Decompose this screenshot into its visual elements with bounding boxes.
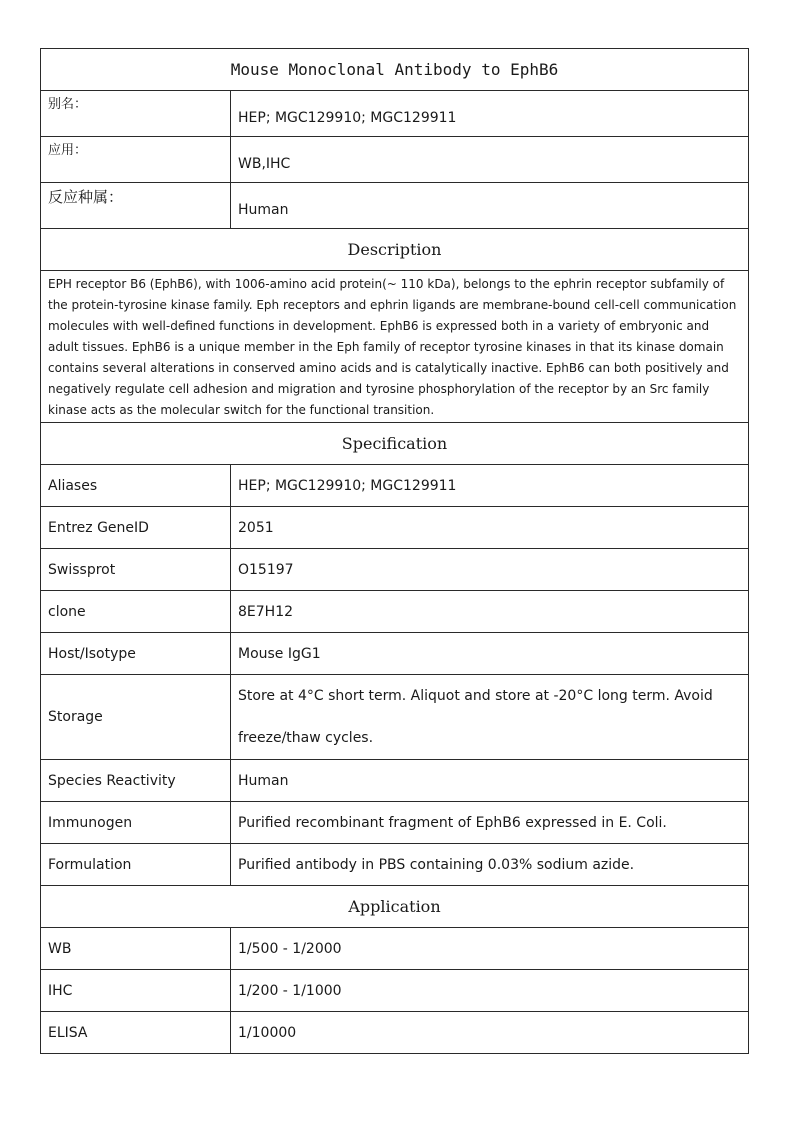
spec-value: 2051 [231, 507, 749, 549]
datasheet-table [40, 48, 749, 1054]
spec-label: Formulation [41, 844, 231, 886]
app-row-ihc [41, 970, 749, 1012]
overview-row-species [41, 183, 749, 229]
spec-label: Immunogen [41, 802, 231, 844]
app-value: 1/500 - 1/2000 [231, 928, 749, 970]
spec-row-species [41, 760, 749, 802]
overview-value: HEP; MGC129910; MGC129911 [231, 91, 749, 137]
description-heading: Description [41, 229, 749, 271]
spec-label: Species Reactivity [41, 760, 231, 802]
product-title: Mouse Monoclonal Antibody to EphB6 [41, 49, 749, 91]
specification-heading: Specification [41, 423, 749, 465]
spec-label: clone [41, 591, 231, 633]
overview-value: Human [231, 183, 749, 229]
spec-value: Purified recombinant fragment of EphB6 expressed in E. Coli. [231, 802, 749, 844]
overview-row-alias [41, 91, 749, 137]
spec-label: Entrez GeneID [41, 507, 231, 549]
application-heading: Application [41, 886, 749, 928]
description-text: EPH receptor B6 (EphB6), with 1006-amino acid protein(~ 110 kDa), belongs to the ephrin receptor subfamily of the protein-tyrosine kinase family. Eph receptors and ephrin ligands are membrane-bound cell-cell communication molecules with well-defined functions in development. EphB6 is expressed both in a variety of embryonic and adult tissues. EphB6 is a unique member in the Eph family of receptor tyrosine kinases in that its kinase domain contains several alterations in conserved amino acids and is catalytically inactive. EphB6 can both positively and negatively regulate cell adhesion and migration and tyrosine phosphorylation of the receptor by an Src family kinase acts as the molecular switch for the functional transition. [41, 271, 749, 423]
spec-row-immunogen [41, 802, 749, 844]
spec-label: Host/Isotype [41, 633, 231, 675]
spec-row-entrez [41, 507, 749, 549]
app-row-wb [41, 928, 749, 970]
spec-value: Purified antibody in PBS containing 0.03% sodium azide. [231, 844, 749, 886]
spec-value: O15197 [231, 549, 749, 591]
overview-row-application [41, 137, 749, 183]
app-label: IHC [41, 970, 231, 1012]
app-value: 1/10000 [231, 1012, 749, 1054]
spec-value: Store at 4°C short term. Aliquot and store at -20°C long term. Avoid freeze/thaw cycles. [231, 675, 749, 760]
spec-value: 8E7H12 [231, 591, 749, 633]
app-label: ELISA [41, 1012, 231, 1054]
overview-label: 反应种属： [41, 183, 231, 229]
spec-row-formulation [41, 844, 749, 886]
app-row-elisa [41, 1012, 749, 1054]
spec-row-aliases [41, 465, 749, 507]
spec-row-clone [41, 591, 749, 633]
spec-label: Aliases [41, 465, 231, 507]
spec-label: Swissprot [41, 549, 231, 591]
datasheet [40, 48, 749, 1054]
spec-value: Human [231, 760, 749, 802]
spec-value: Mouse IgG1 [231, 633, 749, 675]
overview-value: WB,IHC [231, 137, 749, 183]
app-label: WB [41, 928, 231, 970]
app-value: 1/200 - 1/1000 [231, 970, 749, 1012]
overview-label: 别名： [41, 91, 231, 137]
spec-row-swissprot [41, 549, 749, 591]
spec-label: Storage [41, 675, 231, 760]
spec-row-host [41, 633, 749, 675]
spec-value: HEP; MGC129910; MGC129911 [231, 465, 749, 507]
overview-label: 应用： [41, 137, 231, 183]
spec-row-storage [41, 675, 749, 760]
